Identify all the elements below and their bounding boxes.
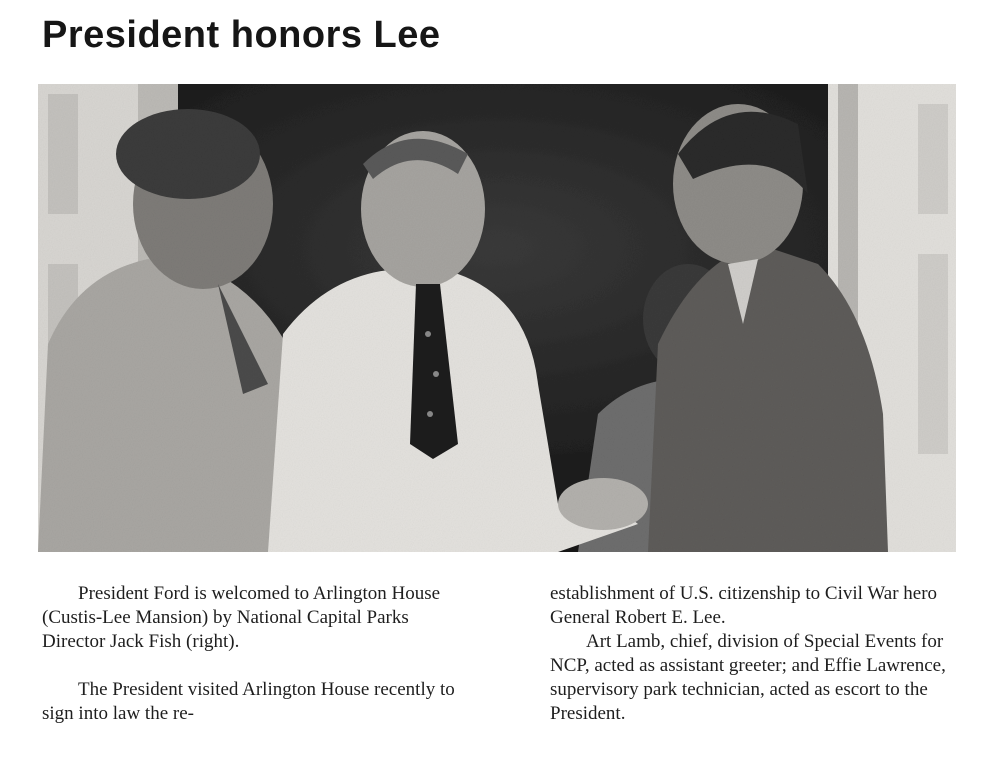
photo-scene [38, 84, 956, 552]
news-photo [38, 84, 956, 552]
caption-paragraph-3: Art Lamb, chief, division of Special Events for NCP, acted as assistant greeter; and Effie Lawrence, supervisory park technician, acted as escort to the President. [550, 631, 946, 724]
caption-paragraph-2: The President visited Arlington House recently to sign into law the re- [42, 679, 455, 724]
caption-column-right [550, 582, 970, 726]
caption-paragraph-2-continued: establishment of U.S. citizenship to Civil War hero General Robert E. Lee. [550, 583, 938, 628]
headline: President honors Lee [42, 14, 441, 56]
caption-column-left [42, 582, 462, 726]
caption-paragraph-1: President Ford is welcomed to Arlington House (Custis-Lee Mansion) by National Capital Parks Director Jack Fish (right). [42, 583, 441, 652]
